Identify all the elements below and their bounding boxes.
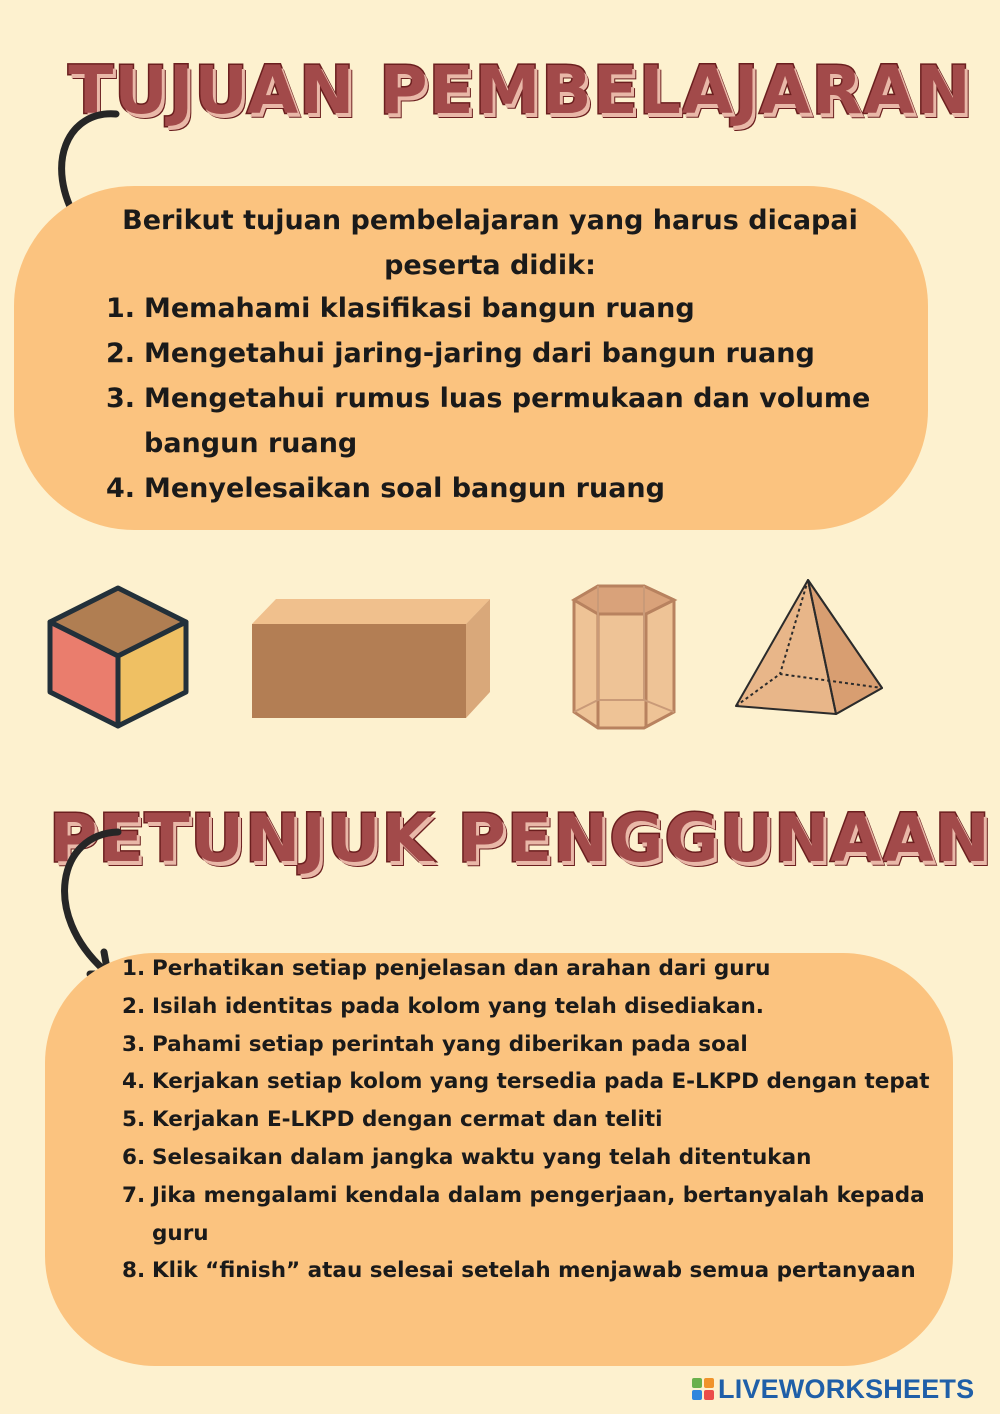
list-item: 7. Jika mengalami kendala dalam pengerjaan, bertanyalah kepada guru (122, 1182, 925, 1246)
list-item: 6. Selesaikan dalam jangka waktu yang telah ditentukan (122, 1144, 812, 1170)
list-item: 3. Pahami setiap perintah yang diberikan pada soal (122, 1031, 748, 1057)
goals-list (106, 286, 906, 511)
brand-label: LIVEWORKSHEETS (718, 1373, 975, 1404)
pyramid-icon (732, 576, 888, 718)
list-item: 4. Menyelesaikan soal bangun ruang (106, 473, 665, 504)
list-item: 8. Klik “finish” atau selesai setelah menjawab semua pertanyaan (122, 1258, 916, 1284)
section2-title: PETUNJUK PENGGUNAAN (49, 800, 991, 877)
list-item: 4. Kerjakan setiap kolom yang tersedia pada E-LKPD dengan tepat (122, 1069, 930, 1095)
logo-icon (692, 1378, 714, 1400)
goals-intro: Berikut tujuan pembelajaran yang harus dicapai peserta didik: (122, 205, 858, 281)
instructions-list (122, 950, 932, 1290)
list-item: 2. Mengetahui jaring-jaring dari bangun ruang (106, 338, 815, 369)
list-item: 1. Memahami klasifikasi bangun ruang (106, 293, 695, 324)
list-item: 3. Mengetahui rumus luas permukaan dan volume bangun ruang (106, 383, 871, 459)
cube-icon (44, 584, 192, 732)
list-item: 2. Isilah identitas pada kolom yang telah disediakan. (122, 993, 764, 1019)
list-item: 5. Kerjakan E-LKPD dengan cermat dan teliti (122, 1107, 663, 1133)
cuboid-icon (248, 596, 494, 722)
list-item: 1. Perhatikan setiap penjelasan dan arahan dari guru (122, 956, 771, 981)
liveworksheets-logo[interactable] (692, 1372, 992, 1406)
section1-title: TUJUAN PEMBELAJARAN (68, 52, 972, 129)
hexagonal-prism-icon (570, 582, 678, 732)
